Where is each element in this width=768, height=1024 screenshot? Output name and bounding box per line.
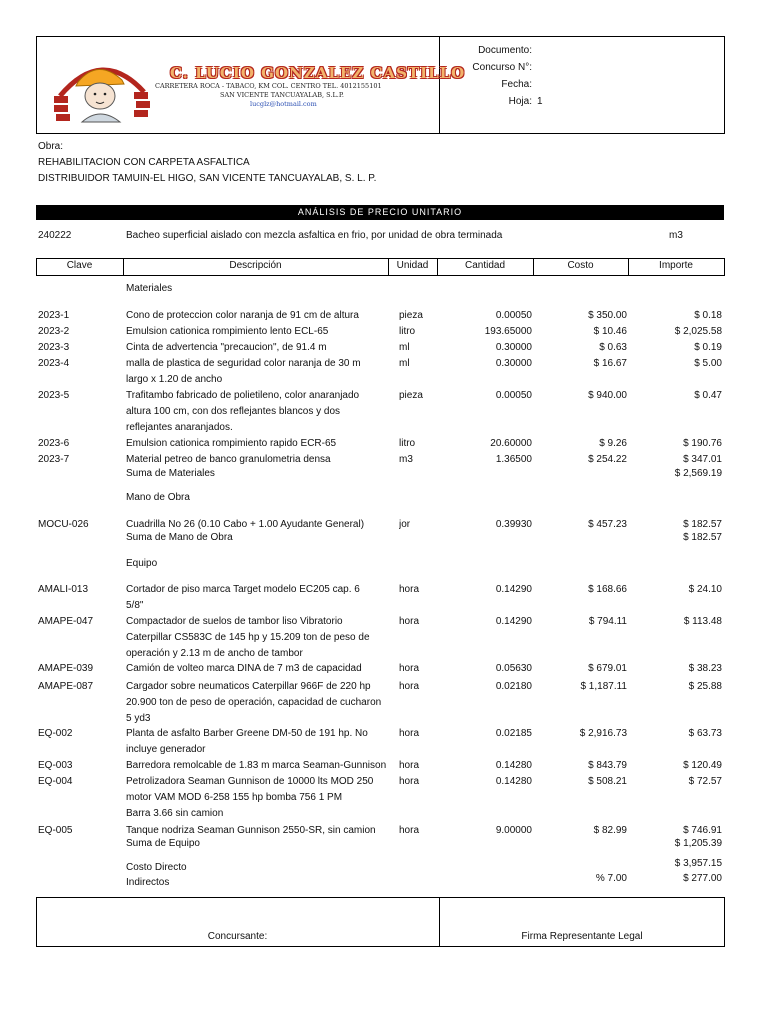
costo-directo-value: $ 3,957.15 [674, 858, 722, 869]
obra-label: Obra: [38, 141, 64, 152]
concept-code: 240222 [38, 230, 72, 241]
suma-materiales-label: Suma de Materiales [126, 468, 215, 479]
row-costo: $ 9.26 [599, 438, 627, 449]
concursante-label: Concursante: [207, 931, 268, 942]
row-unidad: hora [399, 681, 420, 692]
row-costo: $ 457.23 [588, 519, 627, 530]
row-description-line: Petrolizadora Seaman Gunnison de 10000 lts MOD 250 [126, 776, 374, 787]
header-descripcion: Descripción [229, 260, 282, 271]
row-importe: $ 72.57 [688, 776, 722, 787]
row-cantidad: 20.60000 [490, 438, 532, 449]
row-unidad: litro [399, 326, 416, 337]
row-description-line: 20.900 ton de peso de operación, capacidad de cucharon [126, 697, 382, 708]
row-description-line: Cinta de advertencia "precaucion", de 91.4 m [126, 342, 327, 353]
row-unidad: hora [399, 616, 420, 627]
row-description-line: Emulsion cationica rompimiento rapido ECR-65 [126, 438, 337, 449]
row-description-line: reflejantes anaranjados. [126, 422, 233, 433]
row-clave: EQ-005 [38, 825, 73, 836]
row-unidad: ml [399, 358, 410, 369]
row-unidad: ml [399, 342, 410, 353]
row-clave: EQ-002 [38, 728, 73, 739]
row-clave: 2023-4 [38, 358, 70, 369]
suma-equipo-label: Suma de Equipo [126, 838, 200, 849]
row-description-line: malla de plastica de seguridad color naranja de 30 m [126, 358, 361, 369]
row-cantidad: 0.14280 [495, 760, 532, 771]
row-description-line: Barra 3.66 sin camion [126, 808, 224, 819]
row-unidad: litro [399, 438, 416, 449]
row-clave: AMAPE-087 [38, 681, 94, 692]
row-description-line: altura 100 cm, con dos reflejantes blancos y dos [126, 406, 341, 417]
suma-materiales-value: $ 2,569.19 [674, 468, 722, 479]
company-address-1: CARRETERA ROCA - TABACO, KM COL. CENTRO TEL. 4012155101 [155, 82, 382, 90]
row-clave: 2023-1 [38, 310, 70, 321]
row-description-line: motor VAM MOD 6-258 155 hp bomba 756 1 PM [126, 792, 343, 803]
row-description-line: Camión de volteo marca DINA de 7 m3 de capacidad [126, 663, 362, 674]
suma-mano-label: Suma de Mano de Obra [126, 532, 233, 543]
row-description-line: Cuadrilla No 26 (0.10 Cabo + 1.00 Ayudante General) [126, 519, 365, 530]
suma-mano-value: $ 182.57 [683, 532, 722, 543]
header-costo: Costo [567, 260, 594, 271]
row-cantidad: 0.02180 [495, 681, 532, 692]
indirectos-value: $ 277.00 [683, 873, 722, 884]
row-description-line: Compactador de suelos de tambor liso Vibratorio [126, 616, 343, 627]
company-name: C. LUCIO GONZALEZ CASTILLO [170, 64, 466, 82]
fecha-label: Fecha: [501, 79, 532, 90]
header-clave: Clave [66, 260, 93, 271]
company-email: lucglz@hotmail.com [250, 100, 317, 108]
hoja-label: Hoja: [508, 96, 532, 107]
row-costo: $ 940.00 [588, 390, 627, 401]
documento-label: Documento: [478, 45, 532, 56]
concept-unit: m3 [669, 230, 683, 241]
row-cantidad: 9.00000 [495, 825, 532, 836]
section-mano-de-obra: Mano de Obra [126, 492, 190, 503]
analysis-banner: ANÁLISIS DE PRECIO UNITARIO [36, 205, 724, 220]
row-costo: $ 2,916.73 [579, 728, 627, 739]
row-clave: MOCU-026 [38, 519, 89, 530]
row-costo: $ 82.99 [593, 825, 627, 836]
row-unidad: jor [399, 519, 411, 530]
row-costo: $ 843.79 [588, 760, 627, 771]
row-importe: $ 25.88 [688, 681, 722, 692]
row-cantidad: 0.14290 [495, 616, 532, 627]
row-costo: $ 10.46 [593, 326, 627, 337]
row-costo: $ 16.67 [593, 358, 627, 369]
row-unidad: pieza [399, 390, 423, 401]
row-importe: $ 63.73 [688, 728, 722, 739]
row-cantidad: 1.36500 [495, 454, 532, 465]
row-importe: $ 24.10 [688, 584, 722, 595]
indirectos-label: Indirectos [126, 877, 170, 888]
obra-line-1: REHABILITACION CON CARPETA ASFALTICA [38, 157, 250, 168]
row-unidad: hora [399, 776, 420, 787]
indirectos-pct: % 7.00 [595, 873, 627, 884]
row-importe: $ 5.00 [694, 358, 722, 369]
header-importe: Importe [659, 260, 693, 271]
header-cantidad: Cantidad [464, 260, 506, 271]
row-cantidad: 0.30000 [495, 358, 532, 369]
row-clave: EQ-003 [38, 760, 73, 771]
row-unidad: hora [399, 825, 420, 836]
company-address-2: SAN VICENTE TANCUAYALAB, S.L.P. [220, 91, 344, 99]
row-description-line: Cono de proteccion color naranja de 91 cm de altura [126, 310, 359, 321]
row-cantidad: 0.05630 [495, 663, 532, 674]
row-description-line: Trafitambo fabricado de polietileno, color anaranjado [126, 390, 360, 401]
section-materiales: Materiales [126, 283, 173, 294]
row-cantidad: 0.00050 [495, 390, 532, 401]
row-unidad: hora [399, 663, 420, 674]
row-description-line: 5 yd3 [126, 713, 151, 724]
costo-directo-label: Costo Directo [126, 862, 187, 873]
row-importe: $ 182.57 [683, 519, 722, 530]
row-importe: $ 0.47 [694, 390, 722, 401]
row-importe: $ 2,025.58 [674, 326, 722, 337]
row-costo: $ 794.11 [588, 616, 627, 627]
row-description-line: 5/8" [126, 600, 144, 611]
row-costo: $ 350.00 [588, 310, 627, 321]
row-description-line: incluye generador [126, 744, 206, 755]
row-costo: $ 1,187.11 [580, 681, 627, 692]
row-importe: $ 746.91 [683, 825, 722, 836]
hoja-value: 1 [537, 96, 543, 107]
row-clave: EQ-004 [38, 776, 73, 787]
suma-equipo-value: $ 1,205.39 [674, 838, 722, 849]
row-cantidad: 0.14280 [495, 776, 532, 787]
obra-line-2: DISTRIBUIDOR TAMUIN-EL HIGO, SAN VICENTE TANCUAYALAB, S. L. P. [38, 173, 377, 184]
row-costo: $ 508.21 [588, 776, 627, 787]
row-clave: 2023-2 [38, 326, 70, 337]
row-cantidad: 0.30000 [495, 342, 532, 353]
worker-logo-icon [52, 56, 152, 124]
concept-description: Bacheo superficial aislado con mezcla asfaltica en frio, por unidad de obra terminada [126, 230, 503, 241]
row-unidad: hora [399, 728, 420, 739]
row-description-line: Cortador de piso marca Target modelo EC205 cap. 6 [126, 584, 360, 595]
row-clave: AMAPE-047 [38, 616, 94, 627]
row-importe: $ 0.19 [694, 342, 722, 353]
row-description-line: Material petreo de banco granulometria densa [126, 454, 331, 465]
row-description-line: Barredora remolcable de 1.83 m marca Seaman-Gunnison [126, 760, 387, 771]
row-unidad: pieza [399, 310, 423, 321]
row-importe: $ 347.01 [683, 454, 722, 465]
row-description-line: Planta de asfalto Barber Greene DM-50 de 191 hp. No [126, 728, 368, 739]
header-unidad: Unidad [396, 260, 429, 271]
section-equipo: Equipo [126, 558, 158, 569]
row-clave: AMALI-013 [38, 584, 89, 595]
row-importe: $ 38.23 [688, 663, 722, 674]
row-clave: 2023-3 [38, 342, 70, 353]
row-clave: AMAPE-039 [38, 663, 94, 674]
row-clave: 2023-6 [38, 438, 70, 449]
row-description-line: Cargador sobre neumaticos Caterpillar 966F de 220 hp [126, 681, 371, 692]
row-clave: 2023-5 [38, 390, 70, 401]
row-unidad: hora [399, 584, 420, 595]
row-costo: $ 0.63 [599, 342, 627, 353]
row-cantidad: 193.65000 [484, 326, 532, 337]
row-description-line: Caterpillar CS583C de 145 hp y 15.209 ton de peso de [126, 632, 370, 643]
row-importe: $ 0.18 [694, 310, 722, 321]
row-cantidad: 0.02185 [495, 728, 532, 739]
concurso-label: Concurso N°: [472, 62, 532, 73]
row-importe: $ 113.48 [683, 616, 722, 627]
row-description-line: operación y 2.13 m de ancho de tambor [126, 648, 303, 659]
row-costo: $ 679.01 [588, 663, 627, 674]
row-unidad: m3 [399, 454, 413, 465]
row-cantidad: 0.00050 [495, 310, 532, 321]
row-importe: $ 120.49 [683, 760, 722, 771]
row-importe: $ 190.76 [683, 438, 722, 449]
row-description-line: Emulsion cationica rompimiento lento ECL-65 [126, 326, 329, 337]
firma-label: Firma Representante Legal [521, 931, 643, 942]
row-description-line: Tanque nodriza Seaman Gunnison 2550-SR, sin camion [126, 825, 376, 836]
row-cantidad: 0.14290 [495, 584, 532, 595]
row-description-line: largo x 1.20 de ancho [126, 374, 223, 385]
row-costo: $ 168.66 [588, 584, 627, 595]
row-costo: $ 254.22 [588, 454, 627, 465]
row-clave: 2023-7 [38, 454, 70, 465]
row-unidad: hora [399, 760, 420, 771]
row-cantidad: 0.39930 [495, 519, 532, 530]
